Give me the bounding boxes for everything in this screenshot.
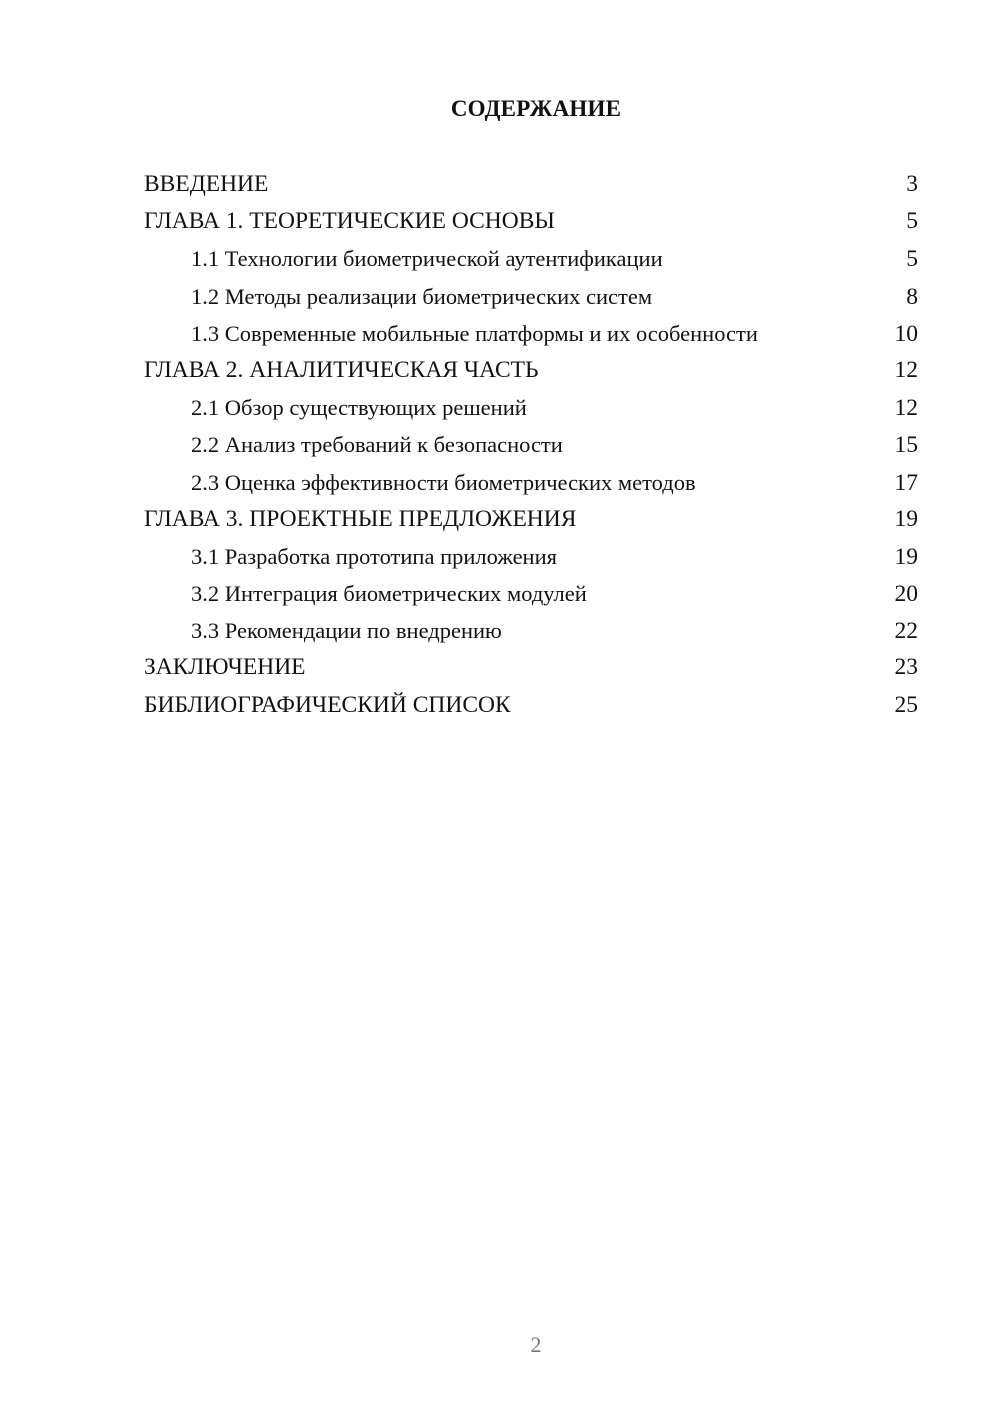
toc-entry — [144, 538, 918, 575]
toc-entry-title: 1.3 Современные мобильные платформы и их особенности — [191, 320, 758, 346]
toc-entry-page: 5 — [906, 246, 918, 273]
toc-entry-title: 1.2 Методы реализации биометрических систем — [191, 283, 653, 309]
toc-entry-page: 12 — [894, 356, 918, 383]
toc-entry — [144, 649, 918, 686]
toc-entry-page: 3 — [906, 171, 918, 197]
toc-entry-page: 8 — [906, 283, 918, 310]
toc-entry-page: 19 — [894, 543, 918, 570]
toc-entry-title: БИБЛИОГРАФИЧЕСКИЙ СПИСОК — [144, 691, 511, 718]
toc-entry-title: 2.3 Оценка эффективности биометрических методов — [191, 469, 696, 495]
toc-entry-page: 17 — [894, 469, 918, 496]
toc-entry-page: 5 — [906, 208, 918, 235]
toc-entry-title: ГЛАВА 1. ТЕОРЕТИЧЕСКИЕ ОСНОВЫ — [144, 208, 555, 235]
toc-entry-title: 3.2 Интеграция биометрических модулей — [191, 581, 587, 607]
toc-entry-title: ВВЕДЕНИЕ — [144, 171, 269, 197]
toc-entry — [144, 501, 918, 538]
toc-entry — [144, 240, 918, 277]
toc-entry — [144, 575, 918, 612]
toc-entry-title: ГЛАВА 3. ПРОЕКТНЫЕ ПРЕДЛОЖЕНИЯ — [144, 505, 577, 532]
toc-entry — [144, 426, 918, 463]
toc-entry-page: 12 — [894, 395, 918, 422]
toc-entry-page: 23 — [894, 654, 918, 681]
toc-entry-title: ЗАКЛЮЧЕНИЕ — [144, 654, 306, 681]
toc-entry — [144, 464, 918, 501]
toc-entry-title: 3.1 Разработка прототипа приложения — [191, 543, 557, 569]
table-of-contents — [144, 166, 918, 724]
toc-entry-title: 3.3 Рекомендации по внедрению — [191, 618, 502, 644]
toc-entry — [144, 352, 918, 389]
toc-entry-page: 22 — [894, 618, 918, 645]
toc-entry — [144, 612, 918, 649]
toc-entry-title: 2.2 Анализ требований к безопасности — [191, 432, 563, 458]
page-number: 2 — [530, 1332, 542, 1357]
toc-entry-page: 20 — [894, 581, 918, 608]
toc-entry-title: ГЛАВА 2. АНАЛИТИЧЕСКАЯ ЧАСТЬ — [144, 356, 539, 383]
toc-entry — [144, 315, 918, 352]
page-title: СОДЕРЖАНИЕ — [450, 96, 622, 121]
toc-entry — [144, 166, 918, 203]
toc-entry-page: 19 — [894, 505, 918, 532]
toc-entry-page: 25 — [894, 691, 918, 718]
toc-entry — [144, 687, 918, 724]
toc-entry — [144, 278, 918, 315]
toc-entry-page: 15 — [894, 432, 918, 459]
toc-entry-title: 1.1 Технологии биометрической аутентификации — [191, 246, 663, 272]
toc-entry — [144, 389, 918, 426]
toc-entry — [144, 203, 918, 240]
toc-entry-page: 10 — [894, 320, 918, 347]
toc-entry-title: 2.1 Обзор существующих решений — [191, 395, 527, 421]
